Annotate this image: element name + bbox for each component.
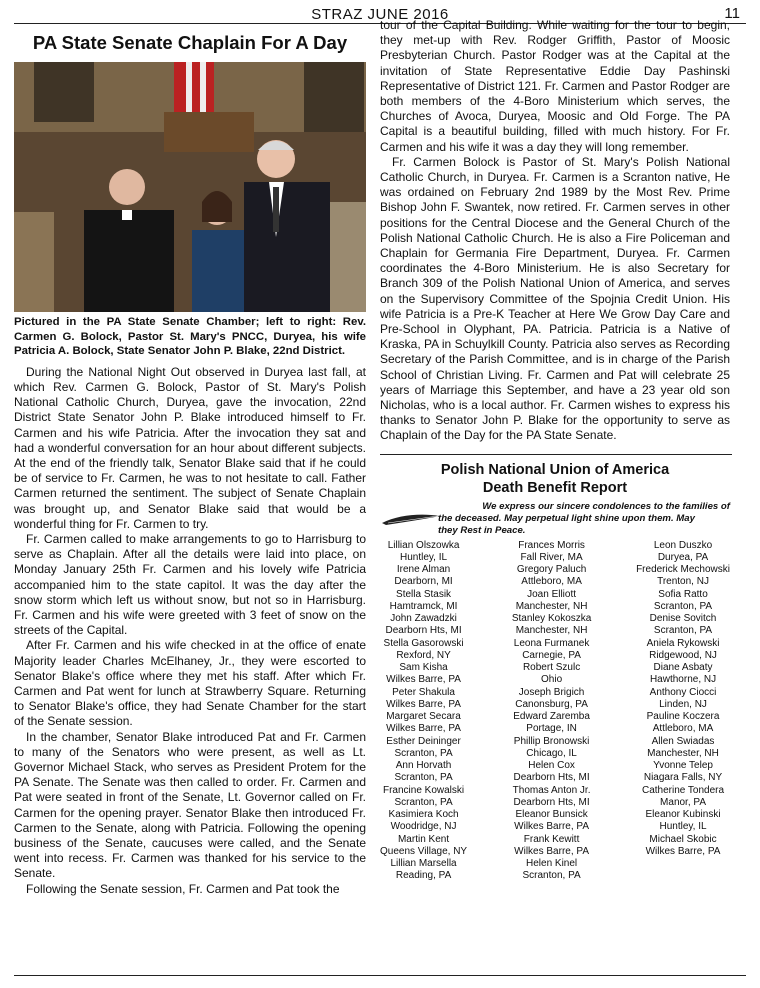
deceased-name: Edward Zaremba [513, 711, 590, 723]
deceased-location: Dearborn Hts, MI [513, 796, 590, 808]
deceased-name: Eleanor Bunsick [515, 809, 588, 821]
footer-rule [14, 975, 746, 976]
article-paragraph: After Fr. Carmen and his wife checked in at the office of enate Majority leader Charles McElhaney, Jr., they were escorted to Senator Blake's office where they met his staff. After which Fr. Carmen and Pat went for lunch at Strawberry Square. Returning to Senator Blake's office, they had Senate Chamber for the start of the Senate session. [14, 638, 366, 729]
report-subtitle-line: Death Benefit Report [482, 479, 628, 496]
deceased-location: Hawthorne, NJ [649, 674, 717, 686]
deceased-location: Attleboro, MA [652, 723, 714, 735]
deceased-location: Woodridge, NJ [390, 821, 457, 833]
article-photo [14, 62, 366, 312]
deceased-name: Martin Kent [397, 833, 450, 845]
condolence-line: they Rest in Peace. [438, 525, 526, 537]
condolence-note [380, 501, 730, 538]
deceased-location: Duryea, PA [657, 551, 709, 563]
deceased-location: Wilkes Barre, PA [514, 821, 589, 833]
deceased-name: Stanley Kokoszka [511, 613, 592, 625]
deceased-name: Joseph Brigich [518, 686, 585, 698]
article-headline: PA State Senate Chaplain For A Day [32, 32, 348, 53]
page-number: 11 [724, 5, 740, 22]
deceased-location: Queens Village, NY [380, 845, 468, 857]
deceased-name: Ann Horvath [395, 760, 452, 772]
deceased-name: Allen Swiadas [651, 735, 715, 747]
deceased-name: Michael Skobic [649, 833, 717, 845]
deceased-name: Anthony Ciocci [649, 686, 717, 698]
deceased-location: Huntley, IL [659, 821, 707, 833]
deceased-name: Peter Shakula [392, 686, 455, 698]
article-paragraph: During the National Night Out observed in Duryea last fall, at which Rev. Carmen G. Bolock, Pastor of St. Mary's Polish National Catholic Church, Duryea, gave the invocation, 22nd District State Senator John P. Blake introduced himself to Fr. Carmen and his wife Patricia. After the invocation they sat and had a wonderful conversation for an hour about different subjects. At the end of the friendly talk, Senator Blake said that if he could be of service to Fr. Carmen, he was to not hesitate to call. Father Carmen returned the sentiment. The subject of Senate Chaplain was brought up, and Senator Blake said that would be a wonderful thing for Fr. Carmen to try. [14, 364, 366, 531]
deceased-name: Frank Kewitt [523, 833, 580, 845]
deceased-name: Lillian Olszowka [387, 539, 460, 551]
deceased-name: Helen Cox [528, 760, 575, 772]
condolence-line: the deceased. May perpetual light shine upon them. May [438, 512, 695, 524]
deceased-name: Catherine Tondera [641, 784, 725, 796]
deceased-location: Reading, PA [395, 870, 452, 882]
deceased-location: Manchester, NH [647, 747, 719, 759]
deceased-column [512, 540, 592, 883]
deceased-name: Kasimiera Koch [388, 809, 459, 821]
page-header-title: STRAZ JUNE 2016 [311, 6, 449, 23]
deceased-name: Lillian Marsella [390, 858, 457, 870]
deceased-name: Sam Kisha [399, 662, 448, 674]
deceased-location: Portage, IN [526, 723, 577, 735]
deceased-location: Scranton, PA [394, 747, 453, 759]
article-paragraph: Following the Senate session, Fr. Carmen and Pat took the [26, 881, 340, 896]
deceased-name: Frederick Mechowski [636, 564, 730, 576]
deceased-location: Dearborn Hts, MI [385, 625, 462, 637]
deceased-location: Ohio [541, 674, 563, 686]
deceased-location: Hamtramck, MI [389, 600, 458, 612]
deceased-name: Frances Morris [518, 539, 585, 551]
deceased-location: Attleboro, MA [521, 576, 582, 588]
deceased-location: Wilkes Barre, PA [386, 698, 461, 710]
deceased-location: Scranton, PA [394, 796, 453, 808]
deceased-name: Pauline Koczera [646, 711, 720, 723]
deceased-location: Huntley, IL [400, 551, 448, 563]
article-paragraph: In the chamber, Senator Blake introduced Pat and Fr. Carmen to many of the Senators who were present, as well as Lt. Governor Michael Stack, who serves as President Protem for the PA Senate. The Senate was then called to order. Fr. Carmen and Pat were seated in front of the Senate, Lt. Governor called on Fr. Carmen for the opening prayer. Senator Blake then introduced Fr. Carmen to the Senate, along with Patricia. Following the opening business of the Senate, caucuses were called, and the Senate went into recess. Fr. Carmen was thanked for his service to the Senate. [14, 729, 366, 881]
deceased-location: Chicago, IL [526, 747, 577, 759]
deceased-location: Scranton, PA [653, 600, 713, 612]
report-title-line: Polish National Union of America [440, 461, 670, 478]
deceased-name: Eleanor Kubinski [645, 809, 721, 821]
deceased-name: Stella Stasik [396, 588, 452, 600]
deceased-location: Wilkes Barre, PA [386, 723, 461, 735]
deceased-location: Scranton, PA [394, 772, 453, 784]
deceased-location: Wilkes Barre, PA [514, 845, 589, 857]
deceased-location: Ridgewood, NJ [649, 649, 717, 661]
deceased-name: Irene Alman [396, 564, 451, 576]
deceased-list [380, 540, 730, 883]
deceased-name: John Zawadzki [390, 613, 457, 625]
quill-icon [380, 511, 442, 527]
deceased-location: Fall River, MA [520, 551, 583, 563]
senate-chamber-photo [14, 62, 366, 312]
deceased-column [380, 540, 467, 883]
deceased-location: Rexford, NY [396, 649, 451, 661]
deceased-name: Robert Szulc [522, 662, 581, 674]
photo-caption: Pictured in the PA State Senate Chamber; left to right: Rev. Carmen G. Bolock, Pastor St. Mary's PNCC, Duryea, his wife Patricia A. Bolock, State Senator John P. Blake, 22nd District. [14, 316, 366, 358]
deceased-location: Carnegie, PA [522, 649, 581, 661]
deceased-name: Esther Deininger [386, 735, 461, 747]
article-paragraph: Fr. Carmen Bolock is Pastor of St. Mary's Polish National Catholic Church, in Duryea. Fr. Carmen is a Scranton native, He was ordained on February 2nd 1989 by the Most Rev. Prime Bishop John F. Swantek, now retired. Fr. Carmen serves in other positions for the Central Diocese and the General Church of the Polish National Catholic Church. He is also a Fire Policeman and Chaplain for Germania Fire Department, Duryea. Fr. Carmen coordinates the 4-Boro Ministerium. He is also Secretary for Branch 309 of the Polish National Union of America, and serves on the Supervisory Committee of the Spojnia Credit Union. His wife Patricia is a Pre-K Teacher at Here We Grow Day Care and Pre-School in Olyphant, PA. Patricia. Patricia is a Native of Kraska, PA in Schuylkill County. Patricia also serves as Recording Secretary of the Parish Committee, and is in charge of the Parish School of Christian Living. Fr. Carmen and Pat will celebrate 25 years of Marriage this September, and have a 23 year old son Nicholas, who is a local author. Fr. Carmen wishes to express his thanks to Senator John P. Blake for the opportunity to serve as Chaplain of the Day for the PA State Senate. [380, 154, 730, 443]
article-body-left [14, 365, 366, 897]
deceased-name: Aniela Rykowski [646, 637, 720, 649]
article-body-right [380, 18, 730, 444]
deceased-name: Joan Elliott [527, 588, 577, 600]
right-column [380, 18, 730, 883]
deceased-location: Canonsburg, PA [515, 698, 588, 710]
deceased-location: Niagara Falls, NY [643, 772, 723, 784]
deceased-name: Leon Duszko [653, 539, 713, 551]
deceased-name: Yvonne Telep [653, 760, 713, 772]
deceased-name: Margaret Secara [386, 711, 461, 723]
deceased-name: Stella Gasorowski [383, 637, 464, 649]
deceased-name: Leona Furmanek [513, 637, 590, 649]
deceased-location: Trenton, NJ [657, 576, 709, 588]
deceased-location: Dearborn Hts, MI [513, 772, 590, 784]
article-paragraph: Fr. Carmen called to make arrangements to go to Harrisburg to serve as Chaplain. After all the details were laid into place, on Monday January 25th Fr. Carmen and his lovely wife Patricia accompanied him to the state capitol. It was the day after the snow storm which left us without snow, but not so in Harrisburg. Fr. Carmen and his wife were greeted with 3 feet of snow on the streets of the Capital. [14, 532, 366, 638]
condolence-line: We express our sincere condolences to the families of [482, 500, 730, 512]
deceased-name: Diane Asbaty [653, 662, 713, 674]
deceased-location: Dearborn, MI [394, 576, 453, 588]
deceased-location: Scranton, PA [653, 625, 713, 637]
deceased-location: Wilkes Barre, PA [386, 674, 461, 686]
deceased-column [636, 540, 730, 883]
deceased-location: Manchester, NH [515, 600, 588, 612]
left-column [14, 30, 366, 897]
section-divider [380, 454, 732, 455]
report-title [380, 461, 730, 497]
deceased-name: Denise Sovitch [649, 613, 717, 625]
deceased-location: Manor, PA [660, 796, 706, 808]
deceased-name: Francine Kowalski [382, 784, 465, 796]
deceased-location: Wilkes Barre, PA [645, 845, 721, 857]
deceased-location: Linden, NJ [659, 698, 707, 710]
deceased-name: Thomas Anton Jr. [512, 784, 591, 796]
deceased-name: Gregory Paluch [516, 564, 587, 576]
deceased-location: Scranton, PA [522, 870, 581, 882]
deceased-location: Manchester, NH [515, 625, 588, 637]
deceased-name: Helen Kinel [526, 858, 578, 870]
deceased-name: Sofia Ratto [658, 588, 708, 600]
deceased-name: Phillip Bronowski [513, 735, 590, 747]
article-paragraph: tour of the Capital Building. While waiting for the tour to begin, they met-up with Rev. Rodger Griffith, Pastor of Moosic Presbyterian Church. Pastor Rodger was at the Capital at the invitation of State Representative Eddie Day Pashinski Representative of District 121. Fr. Carmen and Pastor Rodger are both members of the 4-Boro Ministerium which serves, the Churches of Avoca, Duryea, Moosic and Old Forge. The PA Capital is a beautiful building, filled with much history. For Fr. Carmen and his wife it was a day they will long remember. [380, 18, 730, 154]
